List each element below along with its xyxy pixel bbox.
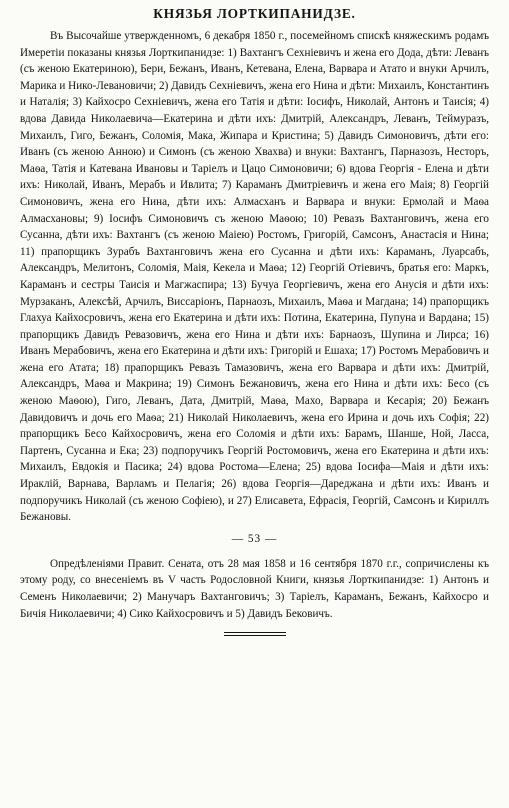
body-paragraph-1: Въ Высочайше утвержденномъ, 6 декабря 1850 г., посемейномъ спискѣ княжескимъ родамъ Имеретіи показаны князья Лорткипанидзе: 1) Вахтангъ Сехніевичъ и жена его Дода, дѣти: Леванъ (съ женою Екатериною), Бери, Бежанъ, Иванъ, Кетевана, Елена, Варвара и Атато и внуки Арчилъ, Марика и Нико-Левановичи; 2) Давидъ Сехніевичъ, жена его Нина и дѣти: Михаилъ, Константинъ и Наталія; 3) Кайхосро Сехніевичъ, жена его Татія и дѣти: Іосифъ, Николай, Антонъ и Таисія; 4) вдова Давида Николаевича—Екатерина и дѣти ихъ: Дмитрій, Александръ, Леванъ, Теймуразъ, Михаилъ, Гиго, Бежанъ, Соломія, Мака, Жипара и Кристина; 5) Давидъ Симоновичъ, дѣти его: Иванъ (съ женою Анною) и Симонъ (съ женою Хвахва) и внуки: Вахтангъ, Парназозъ, Несторъ, Маѳа, Татія и Катевана Ивановы и Таріелъ и Цацо Симоновичи; 6) вдова Георгія - Елена и дѣти ихъ: Николай, Иванъ, Мерабъ и Ивлита; 7) Караманъ Дмитріевичъ и жена его Маія; 8) Георгій Симоновичъ, жена его Нина, дѣти ихъ: Алмасханъ и Варвара и внуки: Ермолай и Маѳа Алмасхановы; 9) Іосифъ Симоновичъ съ женою Маѳою; 10) Ревазъ Вахтанговичъ, жена его Сусанна, дѣти ихъ: Вахтангъ (съ женою Маіею) Ростомъ, Григорій, Самсонъ, Анастасія и Нина; 11) прапорщикъ Зурабъ Вахтанговичъ жена его Сусанна и дѣти ихъ: Караманъ, Луарсабъ, Александръ, Мелитонъ, Соломія, Маія, Кекела и Маѳа; 12) Георгій Отіевичъ, братья его: Маркъ, Караманъ и сестры Таисія и Магжаспира; 13) Бучуа Георгіевичъ, жена его Анусія и дѣти ихъ: Мурзаканъ, Алексѣй, Арчилъ, Виссаріонъ, Парнаозъ, Михаилъ, Маѳа и Магдана; 14) прапорщикъ Глахуа Кайхосровичъ, жена его Екатерина и дѣти ихъ: Потина, Екатерина, Пупуна и Вардана; 15) прапорщикъ Давидъ Ревазовичъ, жена его Нина и дѣти ихъ: Барнаозъ, Шупина и Лирса; 16) Иванъ Мерабовичъ, жена его Екатерина и дѣти ихъ: Григорій и Ешаха; 17) Ростомъ Мерабовичъ и жена его Атата; 18) прапорщикъ Ревазъ Тамазовичъ, жена его Варвара и дѣти ихъ: Дмитрій, Александръ, Маѳа и Макрина; 19) Симонъ Бежановичъ, жена его Нина и дѣти ихъ: Бесо (съ женою Маѳою), Гиго, Леванъ, Дата, Дмитрій, Маѳа, Махо, Варвара и Кесарія; 20) Бежанъ Давидовичъ и дочь его Маѳа; 21) Николай Николаевичъ, жена его Ирина и дочь ихъ Софія; 22) прапорщикъ Бесо Кайхосровичъ, жена его Соломія и дѣти ихъ: Барамъ, Шанше, Ной, Ласса, Партенъ, Сусанна и Ека; 23) подпоручикъ Георгій Ростомовичъ, жена его Екатерина и дѣти ихъ: Михаилъ, Евдокія и Пасика; 24) вдова Ростома—Елена; 25) вдова Іосифа—Маія и дѣти ихъ: Ираклій, Варнава, Варламъ и Пелагія; 26) вдова Георгія—Дареджана и дѣти ихъ: Иванъ и подпоручикъ Николай (съ женою Софіею), и 27) Елисавета, Ефрасія, Георгій, Самсонъ и Кириллъ Бежановы. xyxy=(20,30,489,524)
page-title: КНЯЗЬЯ ЛОРТКИПАНИДЗЕ. xyxy=(153,6,356,21)
body-paragraph-2: Опредѣленіями Правит. Сената, отъ 28 мая 1858 и 16 сентября 1870 г.г., сопричислены къ этому роду, со внесеніемъ въ V часть Родословной Книги, князья Лорткипанидзе: 1) Антонъ и Семенъ Николаевичи; 2) Манучаръ Вахтанговичъ; 3) Таріелъ, Караманъ, Бежанъ, Кайхосро и Бичія Николаевичи; 4) Сико Кайхосровичъ и 5) Давидъ Бековичъ. xyxy=(20,557,489,620)
page-number: — 53 — xyxy=(231,532,278,545)
end-rule-divider xyxy=(224,632,286,636)
